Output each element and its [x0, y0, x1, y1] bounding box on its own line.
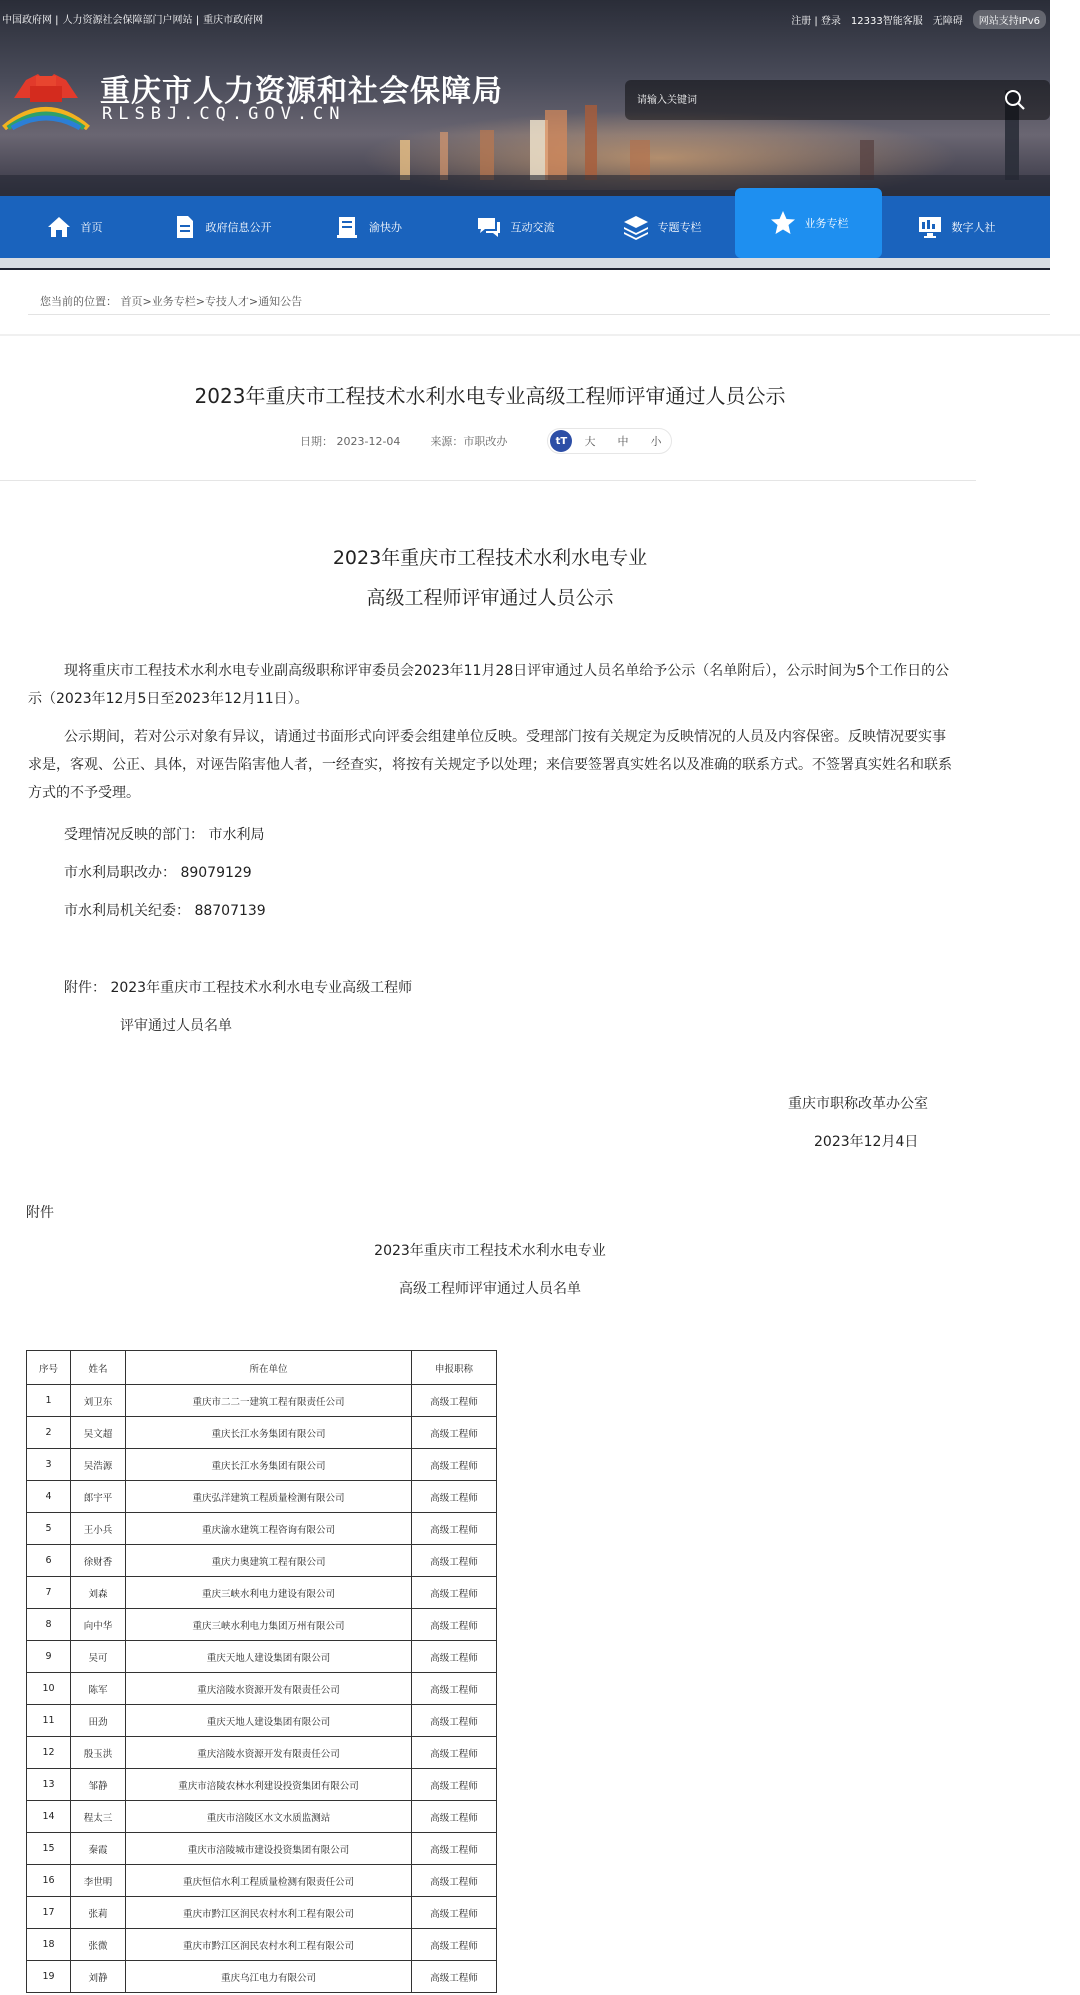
font-size-large[interactable]: 大 [584, 435, 596, 448]
phone-line-1: 市水利局职改办： 89079129 [64, 865, 252, 881]
nav-label: 互动交流 [510, 221, 555, 234]
title-cell: 高级工程师 [412, 1833, 497, 1865]
table-row [27, 1545, 497, 1577]
nav-item-interaction[interactable] [441, 196, 588, 258]
title-cell: 高级工程师 [412, 1737, 497, 1769]
row-number-cell: 7 [27, 1577, 71, 1609]
nav-item-yukuaiban[interactable] [294, 196, 441, 258]
title-cell: 高级工程师 [412, 1641, 497, 1673]
title-cell: 高级工程师 [412, 1577, 497, 1609]
title-cell: 高级工程师 [412, 1897, 497, 1929]
search-input[interactable] [637, 90, 977, 110]
table-row [27, 1737, 497, 1769]
unit-cell: 重庆天地人建设集团有限公司 [126, 1641, 412, 1673]
table-row [27, 1961, 497, 1993]
row-number-cell: 3 [27, 1449, 71, 1481]
breadcrumb[interactable]: 您当前的位置： 首页>业务专栏>专技人才>通知公告 [40, 295, 303, 308]
table-row [27, 1865, 497, 1897]
table-row [27, 1449, 497, 1481]
title-cell: 高级工程师 [412, 1449, 497, 1481]
person-name-cell: 吴文超 [71, 1417, 126, 1449]
nav-underlay [0, 258, 1050, 268]
table-header-row [27, 1351, 497, 1385]
approved-personnel-table [26, 1350, 497, 1993]
table-body [27, 1385, 497, 1993]
table-row [27, 1513, 497, 1545]
site-title: 重庆市人力资源和社会保障局 [100, 74, 503, 109]
font-size-small[interactable]: 小 [650, 435, 662, 448]
table-row [27, 1897, 497, 1929]
nav-item-home[interactable] [0, 196, 147, 258]
search-icon[interactable] [1003, 88, 1027, 112]
unit-cell: 重庆市黔江区润民农村水利工程有限公司 [126, 1929, 412, 1961]
login-register-link[interactable]: 注册 | 登录 [791, 16, 841, 27]
unit-cell: 重庆弘洋建筑工程质量检测有限公司 [126, 1481, 412, 1513]
unit-cell: 重庆市涪陵农林水利建设投资集团有限公司 [126, 1769, 412, 1801]
row-number-cell: 4 [27, 1481, 71, 1513]
signing-org: 重庆市职称改革办公室 [788, 1096, 928, 1112]
publish-date: 日期： 2023-12-04 [300, 435, 401, 448]
unit-cell: 重庆渝水建筑工程咨询有限公司 [126, 1513, 412, 1545]
title-cell: 高级工程师 [412, 1385, 497, 1417]
accessibility-link[interactable]: 无障碍 [932, 16, 963, 27]
appendix-title-line1: 2023年重庆市工程技术水利水电专业 [374, 1243, 606, 1259]
link-mohrss[interactable]: 人力资源社会保障部门户网站 | [62, 15, 200, 26]
nav-item-digital[interactable] [882, 196, 1029, 258]
person-name-cell: 李世明 [71, 1865, 126, 1897]
nav-label: 政府信息公开 [205, 221, 272, 234]
monitor-icon [916, 213, 944, 241]
unit-cell: 重庆市涪陵城市建设投资集团有限公司 [126, 1833, 412, 1865]
person-name-cell: 徐财香 [71, 1545, 126, 1577]
article-source: 来源：市职改办 [430, 435, 508, 448]
title-cell: 高级工程师 [412, 1961, 497, 1993]
nav-label: 渝快办 [369, 221, 402, 234]
table-row [27, 1417, 497, 1449]
breadcrumb-bar [28, 283, 1050, 315]
article-meta [300, 428, 672, 454]
paragraph-intro: 现将重庆市工程技术水利水电专业副高级职称评审委员会2023年11月28日评审通过人员名单给予公示（名单附后），公示时间为5个工作日的公示（2023年12月5日至2023年12月11日）。 [28, 663, 950, 707]
person-name-cell: 陈军 [71, 1673, 126, 1705]
table-row [27, 1385, 497, 1417]
person-name-cell: 刘卫东 [71, 1385, 126, 1417]
unit-cell: 重庆市涪陵区水文水质监测站 [126, 1801, 412, 1833]
col-header-title: 申报职称 [412, 1351, 497, 1385]
table-row [27, 1481, 497, 1513]
person-name-cell: 刘静 [71, 1961, 126, 1993]
row-number-cell: 18 [27, 1929, 71, 1961]
signing-date: 2023年12月4日 [814, 1134, 919, 1150]
section-divider [0, 334, 1080, 336]
smart-service-link[interactable]: 12333智能客服 [850, 16, 923, 27]
nav-label: 首页 [80, 221, 103, 234]
person-name-cell: 张微 [71, 1929, 126, 1961]
table-row [27, 1801, 497, 1833]
person-name-cell: 秦霞 [71, 1833, 126, 1865]
star-icon [769, 209, 797, 237]
row-number-cell: 10 [27, 1673, 71, 1705]
unit-cell: 重庆天地人建设集团有限公司 [126, 1705, 412, 1737]
font-size-switcher [547, 428, 672, 454]
title-cell: 高级工程师 [412, 1417, 497, 1449]
row-number-cell: 16 [27, 1865, 71, 1897]
unit-cell: 重庆长江水务集团有限公司 [126, 1417, 412, 1449]
col-header-unit: 所在单位 [126, 1351, 412, 1385]
title-cell: 高级工程师 [412, 1545, 497, 1577]
unit-cell: 重庆三峡水利电力建设有限公司 [126, 1577, 412, 1609]
title-cell: 高级工程师 [412, 1865, 497, 1897]
row-number-cell: 12 [27, 1737, 71, 1769]
chat-icon [475, 213, 503, 241]
search-box [625, 80, 1050, 120]
title-cell: 高级工程师 [412, 1769, 497, 1801]
title-cell: 高级工程师 [412, 1705, 497, 1737]
site-domain: RLSBJ.CQ.GOV.CN [102, 104, 346, 124]
person-name-cell: 向中华 [71, 1609, 126, 1641]
person-name-cell: 程太三 [71, 1801, 126, 1833]
page-title: 2023年重庆市工程技术水利水电专业高级工程师评审通过人员公示 [194, 384, 786, 408]
document-icon [170, 213, 198, 241]
phone-line-2: 市水利局机关纪委： 88707139 [64, 903, 266, 919]
row-number-cell: 8 [27, 1609, 71, 1641]
table-row [27, 1929, 497, 1961]
row-number-cell: 14 [27, 1801, 71, 1833]
table-row [27, 1673, 497, 1705]
person-name-cell: 邹静 [71, 1769, 126, 1801]
person-name-cell: 王小兵 [71, 1513, 126, 1545]
attachment-link-line2[interactable]: 评审通过人员名单 [120, 1018, 232, 1034]
attachment-link-line1[interactable]: 附件： 2023年重庆市工程技术水利水电专业高级工程师 [64, 980, 413, 996]
title-cell: 高级工程师 [412, 1673, 497, 1705]
col-header-name: 姓名 [71, 1351, 126, 1385]
ipv6-badge: 网站支持IPv6 [973, 10, 1046, 29]
row-number-cell: 17 [27, 1897, 71, 1929]
unit-cell: 重庆三峡水利电力集团万州有限公司 [126, 1609, 412, 1641]
font-size-icon: tT [550, 430, 572, 452]
title-cell: 高级工程师 [412, 1801, 497, 1833]
unit-cell: 重庆乌江电力有限公司 [126, 1961, 412, 1993]
unit-cell: 重庆涪陵水资源开发有限责任公司 [126, 1673, 412, 1705]
title-cell: 高级工程师 [412, 1929, 497, 1961]
row-number-cell: 19 [27, 1961, 71, 1993]
table-row [27, 1769, 497, 1801]
row-number-cell: 2 [27, 1417, 71, 1449]
home-icon [45, 213, 73, 241]
top-utility-bar [0, 0, 1050, 32]
row-number-cell: 11 [27, 1705, 71, 1737]
title-cell: 高级工程师 [412, 1513, 497, 1545]
dept-line: 受理情况反映的部门： 市水利局 [64, 827, 265, 843]
row-number-cell: 9 [27, 1641, 71, 1673]
nav-item-business[interactable] [735, 188, 882, 258]
title-separator [0, 480, 976, 481]
person-name-cell: 殷玉洪 [71, 1737, 126, 1769]
row-number-cell: 15 [27, 1833, 71, 1865]
unit-cell: 重庆力奥建筑工程有限公司 [126, 1545, 412, 1577]
person-name-cell: 田劲 [71, 1705, 126, 1737]
title-cell: 高级工程师 [412, 1481, 497, 1513]
article-title-line2: 高级工程师评审通过人员公示 [366, 587, 614, 609]
appendix-label: 附件 [26, 1205, 54, 1221]
row-number-cell: 13 [27, 1769, 71, 1801]
unit-cell: 重庆市二二一建筑工程有限责任公司 [126, 1385, 412, 1417]
nav-item-gov-info[interactable] [147, 196, 294, 258]
link-gov-portal[interactable]: 中国政府网 | [2, 15, 59, 26]
nav-label: 数字人社 [951, 221, 996, 234]
table-row [27, 1609, 497, 1641]
person-name-cell: 刘森 [71, 1577, 126, 1609]
unit-cell: 重庆恒信水利工程质量检测有限责任公司 [126, 1865, 412, 1897]
table-row [27, 1833, 497, 1865]
unit-cell: 重庆市黔江区润民农村水利工程有限公司 [126, 1897, 412, 1929]
person-name-cell: 吴可 [71, 1641, 126, 1673]
site-logo-icon[interactable] [0, 62, 92, 130]
table-row [27, 1641, 497, 1673]
col-header-no: 序号 [27, 1351, 71, 1385]
nav-label: 专题专栏 [657, 221, 702, 234]
paragraph-objection: 公示期间，若对公示对象有异议，请通过书面形式向评委会组建单位反映。受理部门按有关规定为反映情况的人员及内容保密。反映情况要实事求是，客观、公正、具体，对诬告陷害他人者，一经查实，将按有关规定予以处理；来信要签署真实姓名以及准确的联系方式。不签署真实姓名和联系方式的不予受理。 [28, 729, 952, 801]
unit-cell: 重庆长江水务集团有限公司 [126, 1449, 412, 1481]
person-name-cell: 郎宇平 [71, 1481, 126, 1513]
site-header [0, 0, 1050, 270]
row-number-cell: 6 [27, 1545, 71, 1577]
book-icon [333, 213, 361, 241]
title-cell: 高级工程师 [412, 1609, 497, 1641]
font-size-medium[interactable]: 中 [617, 435, 629, 448]
row-number-cell: 5 [27, 1513, 71, 1545]
person-name-cell: 吴浩源 [71, 1449, 126, 1481]
link-cq-gov[interactable]: 重庆市政府网 [203, 15, 264, 26]
unit-cell: 重庆涪陵水资源开发有限责任公司 [126, 1737, 412, 1769]
nav-label: 业务专栏 [804, 217, 849, 230]
article-title-line1: 2023年重庆市工程技术水利水电专业 [332, 547, 648, 569]
person-name-cell: 张莉 [71, 1897, 126, 1929]
table-row [27, 1705, 497, 1737]
main-nav [0, 196, 1050, 258]
appendix-title-line2: 高级工程师评审通过人员名单 [399, 1281, 581, 1297]
layers-icon [622, 213, 650, 241]
table-row [27, 1577, 497, 1609]
row-number-cell: 1 [27, 1385, 71, 1417]
nav-item-topics[interactable] [588, 196, 735, 258]
